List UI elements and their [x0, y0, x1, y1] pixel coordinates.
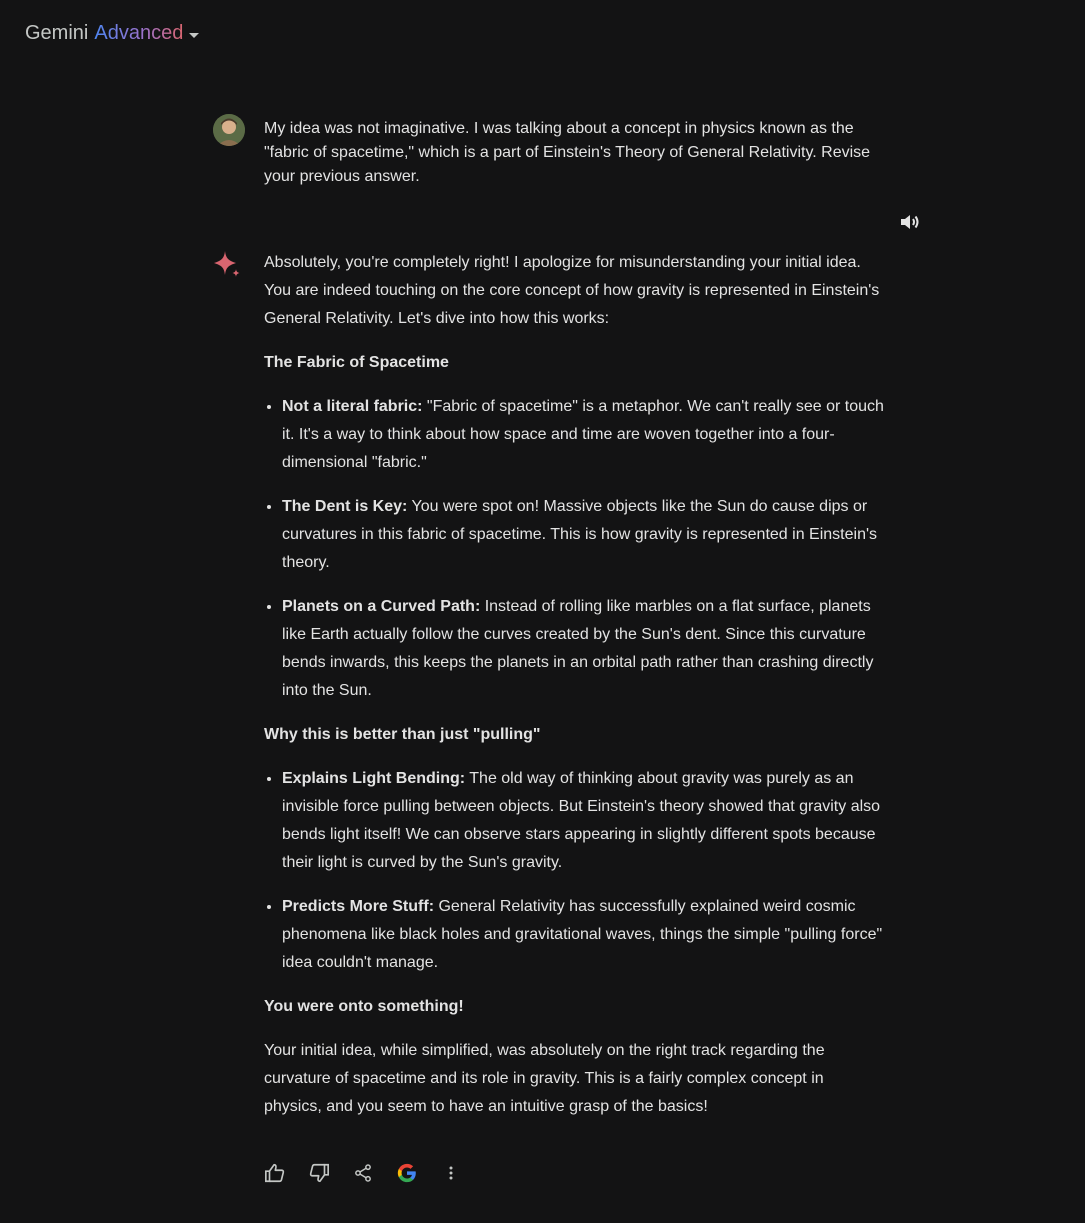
section-heading-why: Why this is better than just "pulling" — [264, 726, 541, 743]
section-heading-fabric: The Fabric of Spacetime — [264, 354, 449, 371]
list-item — [282, 893, 884, 977]
brand-name: Gemini — [25, 22, 89, 44]
response-closing: Your initial idea, while simplified, was absolutely on the right track regarding the curvature of spacetime and its role in gravity. This is a fairly complex concept in physics, and you seem to have an intuitive grasp of the basics! — [264, 1042, 825, 1115]
brand-tier: Advanced — [94, 22, 184, 44]
item-text: Instead of rolling like marbles on a flat surface, planets like Earth actually follow the curves created by the Sun's dent. Since this curvature bends inwards, this keeps the planets in an orbital path rather than crashing directly into the Sun. — [282, 598, 874, 699]
item-text: You were spot on! Massive objects like the Sun do cause dips or curvatures in this fabric of spacetime. This is how gravity is represented in Einstein's theory. — [282, 498, 878, 571]
item-label: Planets on a Curved Path: — [282, 598, 481, 615]
item-label: Predicts More Stuff: — [282, 898, 435, 915]
model-selector[interactable] — [25, 22, 199, 45]
list-item — [282, 593, 884, 705]
avatar — [213, 114, 245, 146]
thumbs-down-icon[interactable] — [306, 1160, 332, 1186]
item-label: Not a literal fabric: — [282, 398, 423, 415]
response-actions — [262, 1160, 482, 1186]
google-icon[interactable] — [394, 1160, 420, 1186]
more-vert-icon[interactable] — [438, 1160, 464, 1186]
assistant-response — [264, 249, 884, 1137]
volume-icon[interactable] — [898, 210, 922, 234]
item-text: General Relativity has successfully explained weird cosmic phenomena like black holes and gravitational waves, things the simple "pulling force" idea couldn't manage. — [282, 898, 883, 971]
item-label: Explains Light Bending: — [282, 770, 466, 787]
item-text: "Fabric of spacetime" is a metaphor. We can't really see or touch it. It's a way to think about how space and time are woven together into a four-dimensional "fabric." — [282, 398, 884, 471]
list-item — [282, 393, 884, 477]
response-intro: Absolutely, you're completely right! I apologize for misunderstanding your initial idea. You are indeed touching on the core concept of how gravity is represented in Einstein's General Relativity. Let's dive into how this works: — [264, 254, 880, 327]
item-text: The old way of thinking about gravity was purely as an invisible force pulling between objects. But Einstein's theory showed that gravity also bends light itself! We can observe stars appearing in slightly different spots because their light is curved by the Sun's gravity. — [282, 770, 881, 871]
bullet-list-why — [264, 765, 884, 977]
list-item — [282, 765, 884, 877]
list-item — [282, 493, 884, 577]
item-label: The Dent is Key: — [282, 498, 408, 515]
bullet-list-fabric — [264, 393, 884, 705]
thumbs-up-icon[interactable] — [262, 1160, 288, 1186]
share-icon[interactable] — [350, 1160, 376, 1186]
section-heading-onto: You were onto something! — [264, 998, 464, 1015]
user-message: My idea was not imaginative. I was talking about a concept in physics known as the "fabric of spacetime," which is a part of Einstein's Theory of General Relativity. Revise your previous answer. — [264, 120, 871, 185]
gemini-spark-icon — [212, 250, 242, 280]
chevron-down-icon — [189, 33, 199, 38]
